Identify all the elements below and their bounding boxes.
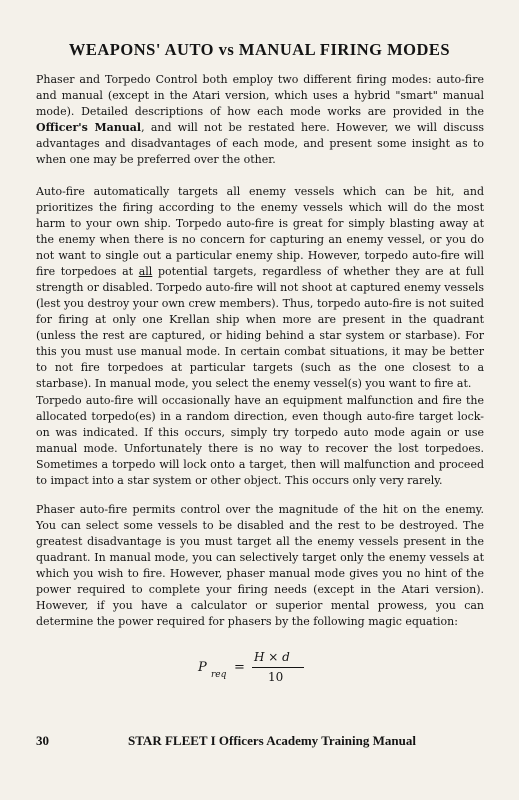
footer-title: STAR FLEET I Officers Academy Training Manual	[128, 733, 416, 748]
paragraph-text: Phaser and Torpedo Control both employ two different firing modes: auto-fire and manual (except in the Atari version, which uses a hybrid "smart" manual mode). Detailed descriptions of how each mode works are provided in the	[36, 73, 484, 118]
equation-denominator: 10	[268, 670, 284, 684]
power-equation	[198, 650, 328, 690]
fraction-bar	[252, 667, 304, 668]
officers-manual-reference: Officer's Manual	[36, 121, 142, 134]
paragraph-torpedo-malfunction: Torpedo auto-fire will occasionally have an equipment malfunction and fire the allocated torpedo(es) in a random direction, even though auto-fire target lock-on was indicated. If this occurs, simply try torpedo auto mode again or use manual mode. Unfortunately there is no way to recover the lost torpedoes. Sometimes a torpedo will lock onto a target, then will malfunction and proceed to impact into a star system or other object. This occurs only very rarely.	[36, 394, 484, 487]
equation-subscript: req	[211, 670, 227, 680]
paragraph-text: potential targets, regardless of whether they are at full strength or disabled. Torpedo auto-fire will not shoot at captured enemy vessels (lest you destroy your own crew members). Thus, torpedo auto-fire is not suited for firing at only one Krellan ship when more are present in the quadrant (unless the rest are captured, or hiding behind a star system or starbase). For this you must use manual mode. In certain combat situations, it may be better to not fire torpedoes at particular targets (such as the one closest to a starbase). In manual mode, you select the enemy vessel(s) you want to fire at.	[36, 265, 484, 390]
paragraph-text: , and will not be restated here. However, we will discuss advantages and disadvantages of each mode, and present some insight as to when one may be preferred over the other.	[36, 121, 484, 166]
paragraph-firing-modes	[36, 72, 484, 168]
equation-equals: =	[234, 660, 245, 675]
equation-numerator: H × d	[254, 650, 290, 664]
emphasis-all: all	[138, 265, 153, 278]
paragraph-phaser-auto-fire: Phaser auto-fire permits control over the magnitude of the hit on the enemy. You can select some vessels to be disabled and the rest to be destroyed. The greatest disadvantage is you must target all the enemy vessels present in the quadrant. In manual mode, you can selectively target only the enemy vessels at which you wish to fire. However, phaser manual mode gives you no hint of the power required to complete your firing needs (except in the Atari version). However, if you have a calculator or superior mental prowess, you can determine the power required for phasers by the following magic equation:	[36, 503, 484, 628]
equation-lhs: P	[198, 660, 207, 675]
page-number: 30	[36, 733, 49, 748]
paragraph-auto-fire	[36, 184, 484, 392]
paragraph-text: Auto-fire automatically targets all enemy vessels which can be hit, and prioritizes the firing according to the enemy vessels which will do the most harm to your own ship. Torpedo auto-fire is great for simply blasting away at the enemy when there is no concern for capturing an enemy vessel, or you do not want to single out a particular enemy ship. However, torpedo auto-fire will fire torpedoes at	[36, 185, 484, 278]
page-title: WEAPONS' AUTO vs MANUAL FIRING MODES	[68, 40, 451, 59]
